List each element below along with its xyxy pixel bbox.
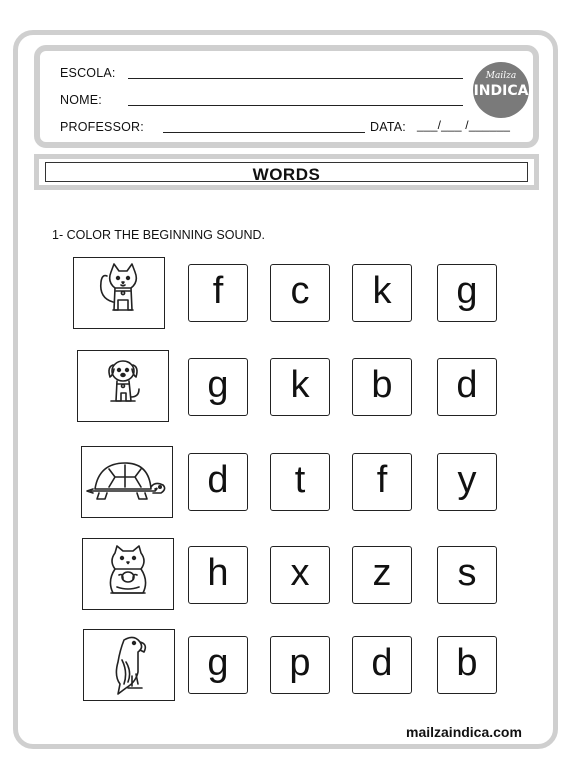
letter-box[interactable] (437, 264, 497, 322)
letter-box[interactable] (437, 453, 497, 511)
name-field[interactable] (128, 105, 463, 106)
letter-text: b (371, 364, 393, 406)
letter-box[interactable] (270, 358, 330, 416)
letter-text: x (290, 552, 310, 594)
picture-turtle (81, 446, 173, 518)
letter-text: g (207, 364, 229, 406)
letter-text: d (456, 364, 478, 406)
picture-parrot (83, 629, 175, 701)
cat-icon (87, 262, 151, 324)
letter-box[interactable] (270, 546, 330, 604)
instruction: 1- COLOR THE BEGINNING SOUND. (52, 228, 265, 242)
title-box (34, 154, 539, 190)
letter-box[interactable] (352, 636, 412, 694)
letter-box[interactable] (188, 264, 248, 322)
letter-text: c (290, 270, 310, 312)
picture-hamster (82, 538, 174, 610)
teacher-label: PROFESSOR: (60, 120, 144, 134)
brand-logo (473, 62, 529, 118)
school-field[interactable] (128, 78, 463, 79)
footer-website: mailzaindica.com (406, 724, 522, 740)
picture-dog (77, 350, 169, 422)
letter-box[interactable] (437, 358, 497, 416)
worksheet-title: WORDS (45, 162, 528, 182)
logo-brand: INDICA (473, 83, 529, 99)
dog-icon (93, 355, 153, 417)
letter-text: k (372, 270, 392, 312)
letter-text: g (207, 642, 229, 684)
letter-box[interactable] (270, 636, 330, 694)
logo-script: Mailza (485, 71, 517, 81)
letter-box[interactable] (270, 264, 330, 322)
date-field[interactable]: ___/___ /______ (417, 118, 511, 132)
letter-text: b (456, 642, 478, 684)
letter-text: s (457, 552, 477, 594)
teacher-field[interactable] (163, 132, 365, 133)
parrot-icon (104, 632, 154, 698)
date-label: DATA: (370, 120, 406, 134)
letter-text: p (289, 642, 311, 684)
letter-box[interactable] (188, 546, 248, 604)
letter-box[interactable] (352, 453, 412, 511)
letter-text: z (372, 552, 392, 594)
letter-box[interactable] (188, 453, 248, 511)
letter-box[interactable] (270, 453, 330, 511)
letter-box[interactable] (437, 636, 497, 694)
letter-text: g (456, 270, 478, 312)
letter-box[interactable] (352, 358, 412, 416)
name-label: NOME: (60, 93, 102, 107)
letter-text: t (294, 459, 306, 501)
letter-text: h (207, 552, 229, 594)
letter-box[interactable] (352, 546, 412, 604)
letter-text: y (457, 459, 477, 501)
letter-box[interactable] (188, 358, 248, 416)
turtle-icon (85, 457, 169, 507)
letter-text: d (207, 459, 229, 501)
letter-text: f (212, 270, 224, 312)
school-label: ESCOLA: (60, 66, 116, 80)
hamster-icon (99, 543, 157, 605)
letter-box[interactable] (188, 636, 248, 694)
letter-box[interactable] (352, 264, 412, 322)
letter-text: f (376, 459, 388, 501)
letter-text: d (371, 642, 393, 684)
letter-text: k (290, 364, 310, 406)
picture-cat (73, 257, 165, 329)
letter-box[interactable] (437, 546, 497, 604)
